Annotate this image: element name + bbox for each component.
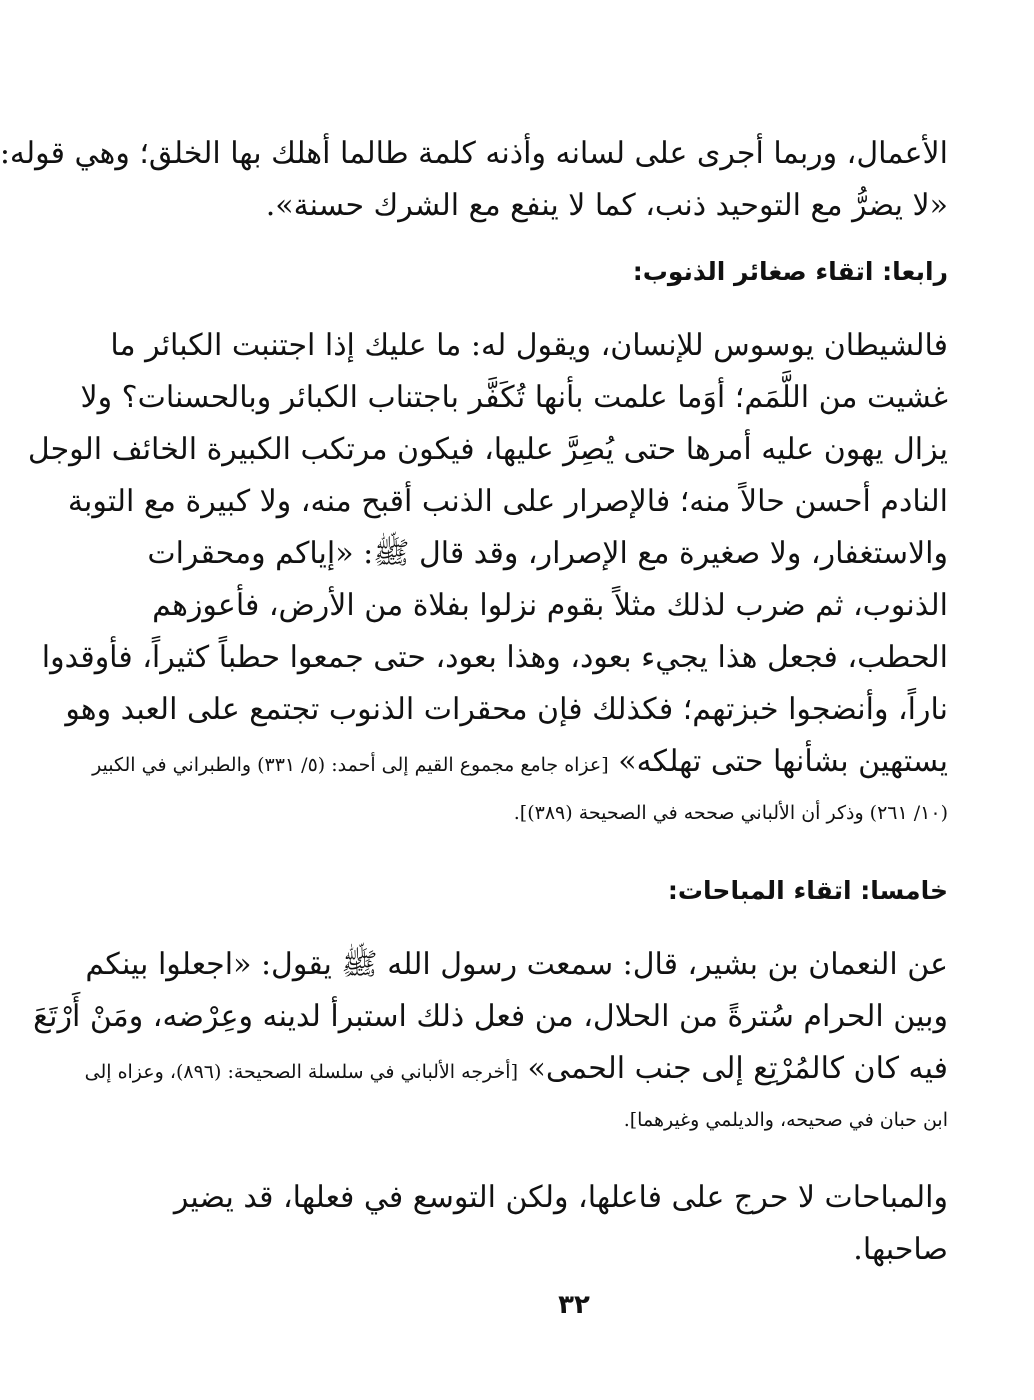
text-line: «لا يضرُّ مع التوحيد ذنب، كما لا ينفع مع الشرك حسنة». — [265, 188, 948, 223]
text-line: الأعمال، وربما أجرى على لسانه وأذنه كلمة طالما أهلك بها الخلق؛ وهي قوله: — [0, 136, 948, 171]
quote-end: يستهين بشأنها حتى تهلكه» — [618, 744, 948, 779]
text-line: صاحبها. — [853, 1232, 948, 1267]
text-line: والمباحات لا حرج على فاعلها، ولكن التوسع في فعلها، قد يضير — [173, 1180, 948, 1215]
paragraph-permissible — [33, 939, 948, 1142]
source-reference: [عزاه جامع مجموع القيم إلى أحمد: (٥/ ٣٣١) والطبراني في الكبير — [92, 754, 609, 776]
source-reference-continued: ابن حبان في صحيحه، والديلمي وغيرهما]. — [623, 1109, 948, 1131]
source-reference-continued: (١٠/ ٢٦١) وذكر أن الألباني صححه في الصحيحة (٣٨٩)]. — [513, 802, 948, 824]
page-body — [0, 128, 948, 1276]
text-line-with-reference — [92, 736, 948, 791]
text-line: النادم أحسن حالاً منه؛ فالإصرار على الذنب أقبح منه، ولا كبيرة مع التوبة — [67, 484, 948, 519]
text-line: وبين الحرام سُترةً من الحلال، من فعل ذلك استبرأ لدينه وعِرْضه، ومَنْ أَرْتَعَ — [33, 999, 948, 1034]
source-reference: [أخرجه الألباني في سلسلة الصحيحة: (٨٩٦)، وعزاه إلى — [84, 1061, 518, 1083]
section-heading-fifth: خامسا: اتقاء المباحات: — [667, 876, 948, 905]
paragraph-closing — [173, 1172, 948, 1276]
quote-end: فيه كان كالمُرْتِع إلى جنب الحمى» — [527, 1051, 948, 1086]
text-line: عن النعمان بن بشير، قال: سمعت رسول الله ﷺ يقول: «اجعلوا بينكم — [85, 947, 948, 982]
section-heading-fourth: رابعا: اتقاء صغائر الذنوب: — [632, 257, 948, 286]
text-line: ناراً، وأنضجوا خبزتهم؛ فكذلك فإن محقرات الذنوب تجتمع على العبد وهو — [65, 692, 948, 727]
paragraph-continuation — [0, 128, 948, 232]
text-line: فالشيطان يوسوس للإنسان، ويقول له: ما عليك إذا اجتنبت الكبائر ما — [110, 328, 948, 363]
text-line: والاستغفار، ولا صغيرة مع الإصرار، وقد قال ﷺ: «إياكم ومحقرات — [147, 536, 948, 571]
text-line: الذنوب، ثم ضرب لذلك مثلاً بقوم نزلوا بفلاة من الأرض، فأعوزهم — [152, 588, 948, 623]
text-line: الحطب، فجعل هذا يجيء بعود، وهذا بعود، حتى جمعوا حطباً كثيراً، فأوقدوا — [41, 640, 948, 675]
paragraph-minor-sins — [27, 320, 948, 835]
text-line-with-reference — [84, 1043, 948, 1098]
text-line: يزال يهون عليه أمرها حتى يُصِرَّ عليها، فيكون مرتكب الكبيرة الخائف الوجل — [27, 432, 948, 467]
text-line: غشيت من اللَّمَم؛ أوَما علمت بأنها تُكَفَّر باجتناب الكبائر وبالحسنات؟ ولا — [80, 380, 948, 415]
page-number: ٣٢ — [558, 1290, 590, 1320]
